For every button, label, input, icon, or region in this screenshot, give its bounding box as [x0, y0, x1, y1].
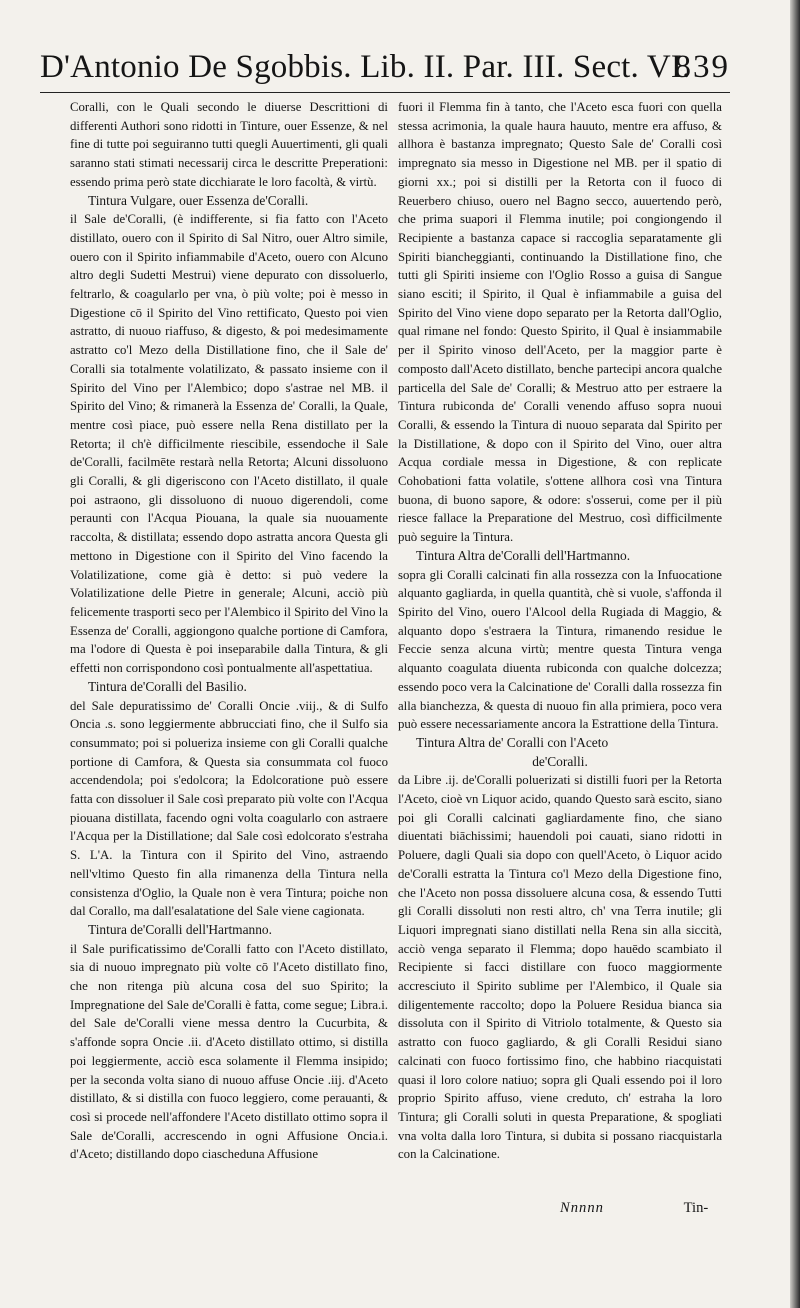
right-column [398, 98, 722, 1164]
left-column [70, 98, 388, 1164]
paragraph: del Sale depuratissimo de' Coralli Oncie .viij., & di Sulfo Oncia .s. sono leggiermente abbrucciati fino, che il Sulfo sia consummato; poi si polueriza insieme con gli Coralli qualche portione di Camfora, & Questa sia consummata col fuoco accendendola; poi s'edolcora; la Edolcoratione può essere fatta con dissoluer il Sale così preparato più volte con l'Acqua piouana distillata, facendo ogni volta coagularlo con astraere l'Acqua per la Distillatione; dal Sale così edolcorato s'estraha S. L'A. la Tintura con il Spirito del Vino, astraendo nell'vltimo Questo fin alla rimanenza della Tintura nella consistenza d'Oglio, la Quale non è vera Tintura; poiche non dal Corallo, ma dall'esalatatione del Sale viene cagionata. [70, 698, 388, 919]
paragraph: fuori il Flemma fin à tanto, che l'Aceto esca fuori con quella stessa acrimonia, la quale haura hauuto, mentre era affuso, & allhora è bastanza impregnato; Questo Sale de' Coralli così impregnato sia messo in Digestione nel MB. per il spatio di giorni xx.; poi si distilli per la Retorta con il fuoco di Reuerbero chiuso, ouero nel Bagno secco, auuertendo però, che prima suapori il Flemma inutile; poi congiongendo il Recipiente a bastanza capace si raccoglia separatamente gli Spiriti biancheggianti, continuando la Distillatione fino, che tutti gli Spiriti insieme con l'Oglio Rosso a guisa di Sangue siano esciti; il Spirito, il Qual è infiammabile a guisa del Spirito del Vino viene dopo separato per la Retorta dall'Oglio, qual rimane nel fondo: Questo Spirito, il Qual è insiammabile per il Spirito vinoso dell'Aceto, per la maggior parte è composto dall'Aceto distillato, benche partecipi ancora qualche particella del Sale de' Coralli; & Mestruo atto per estraere la Tintura rubiconda de' Coralli venendo affuso sopra nuoui Coralli, & essendo la Tintura di nuouo separata dal Spirito per la Distillatione, & dopo con il Spirito del Vino, ouer altra Acqua cordiale messa in Digestione, & con replicate Cohobationi fatta volatile, s'ottene allhora così vna Tintura buona, di buono sapore, & odore: s'osserui, come per il più riesce fallace la Preparatione del Mestruo, così difficilmente può seguire la Tintura. [398, 100, 722, 545]
section-heading: Tintura Altra de'Coralli dell'Hartmanno. [416, 547, 631, 563]
catchword: Tin- [683, 1200, 709, 1216]
running-title: D'Antonio De Sgobbis. Lib. II. Par. III. Sect. VI. [40, 49, 691, 85]
page-number: 839 [674, 49, 730, 85]
section-heading-continued: de'Coralli. [532, 753, 588, 769]
section-heading: Tintura Vulgare, ouer Essenza de'Coralli. [88, 192, 309, 208]
page-footer [560, 1200, 720, 1217]
paragraph: Coralli, con le Quali secondo le diuerse Descrittioni di differenti Authori sono ridotti in Tinture, ouer Essenze, & nel fine di tutte poi seguiranno tutti quegli Auuertimenti, gli quali saranno stati stimati necessarij circa le descritte Preperationi: essendo prima però state dicchiarate le loro facoltà, & virtù. [70, 100, 388, 189]
paragraph: sopra gli Coralli calcinati fin alla rossezza con la Infuocatione alquanto gagliarda, in quella quantità, chè si vuole, s'affonda il Spirito del Vino, ouero l'Alcool della Rugiada di Maggio, & alquanto dopo s'estraera la Tintura, rimanendo residue le Feccie senza alcuna virtù; mentre questa Tintura venga alquanto coagulata diuenta rubiconda con qualche dolcezza; essendo poco vera la Calcinatione de' Coralli dalla rossezza fin alla bianchezza, & questa di nuouo fin alla primiera, poco vera può essere necessariamente ancora la Estrattione della Tintura. [398, 567, 722, 732]
running-header [40, 40, 730, 93]
paragraph: il Sale de'Coralli, (è indifferente, si fia fatto con l'Aceto distillato, ouero con il Spirito di Sal Nitro, ouer Altro simile, ouero con il Spirito infiammabile d'Aceto, ouero con Alcuno altro degli Sudetti Mestrui) viene depurato con dissoluerlo, feltrarlo, & coagularlo per vna, ò più volte; poi è messo in Digestione cō il Spirito del Vino rettificato, Questo poi vien astratto, di nuouo riaffuso, & digesto, & poi medesimamente astratto co'l Mezo della Distillatione fino, che il Sale de' Coralli sia totalmente volatilizato, & passato insieme con il Spirito del Vino per l'Alembico; dopo s'astrae nel MB. il Spirito del Vino; & rimanerà la Essenza de' Coralli, la Quale, mentre così piace, può essere nella Rena distillato per la Retorta; il ch'è difficilmente riescibile, essendoche il Sale de'Coralli, facilmēte restarà nella Retorta; Alcuni dissoluono gli Coralli, & gli digerisconο con l'Aceto distillato, il quale poi astraono, gli dissoluono di nuouo digerendoli, come peraunti con l'Acqua Piouana, la quale sia nuouamente raccolta, & distillata; essendo dopo astratta ancora Questa gli mettono in Digestione con il Spirito del Vino facendo la Volatilizatione, come già è detto: si può vedere la Volatilizatione delle Pietre in generale; Alcuni, acciò più felicemente trasporti seco per l'Alembico il Spirito del Vino la Essenza de' Coralli, aggiongono qualche portione di Camfora, ma l'odore di Questa è poi inseparabile dalla Tintura, & gli effetti non corrispondono così pontualmente all'aspettatiua. [70, 212, 388, 676]
section-heading: Tintura Altra de' Coralli con l'Aceto [416, 734, 609, 750]
signature-mark: Nnnnn [560, 1200, 604, 1216]
paragraph: il Sale purificatissimo de'Coralli fatto con l'Aceto distillato, sia di nuouo impregnato più volte cō l'Aceto distillato fino, che non ritenga più alcuna cosa del suo Spirito; la Impregnatione del Sale de'Coralli è fatta, come segue; Libra.i. del Sale de'Coralli viene messa dentro la Cucurbita, & s'affonde sopra Oncie .ii. d'Aceto distillato ottimo, si distilla poi leggiermente, acciò esca solamente il Flemma insipido; per la seconda volta siano di nuouo affuse Oncie .iij. d'Aceto distillato, & si distilla con fuoco leggiero, come perauanti, & così si procede nell'affondere l'Aceto distillato ottimo sopra il Sale de'Coralli, accrescendo in ogni Affusione Oncia.i. d'Aceto; distillando dopo ciascheduna Affusione [70, 941, 388, 1162]
paragraph: da Libre .ij. de'Coralli poluerizati si distilli fuori per la Retorta l'Aceto, cioè vn Liquor acido, quando Questo sarà escito, siano poi gli Coralli calcinati gagliardamente fino, che siano diuentati biāchissimi; hauendoli poi cauati, siano ridotti in Poluere, dagli Quali sia dopo con quell'Aceto, ò Liquor acido de'Coralli estratta la Tintura co'l Mezo della Digestione fino, che l'Aceto non possa dissoluere alcuna cosa, & essendo Tutti gli Coralli dissoluti non resti altro, ch' vna Terra inutile; gli Liquori impregnati siano distillati nella Rena sin alla siccità, acciò venga separato il Flemma; dopo hauēdo scambiato il Recipiente si facci distillare con fuoco maggiormente accresciuto il Spirito sublime per l'Alembico, il Quale sia diligentemente raccolto; dopo la Poluere Residua bianca sia dissoluta con il Spirito di Vitriolo totalmente, & Questo sia astratto con fuoco gagliardo, & gli Coralli Residui siano calcinati con fuoco fortissimo fino, che habbino riacquistati quasi il loro colore natiuo; sopra gli Quali essendo poi il loro proprio Spirito affuso, viene creduto, ch' estraha la loro Tintura; gli Coralli soluti in questa Preparatione, & spogliati vna volta dalla loro Tintura, si dubita si possano riacquistarla con la Calcinatione. [398, 773, 722, 1162]
section-heading: Tintura de'Coralli dell'Hartmanno. [88, 921, 272, 937]
section-heading: Tintura de'Coralli del Basilio. [88, 678, 247, 694]
page-edge-shadow [790, 0, 800, 1308]
